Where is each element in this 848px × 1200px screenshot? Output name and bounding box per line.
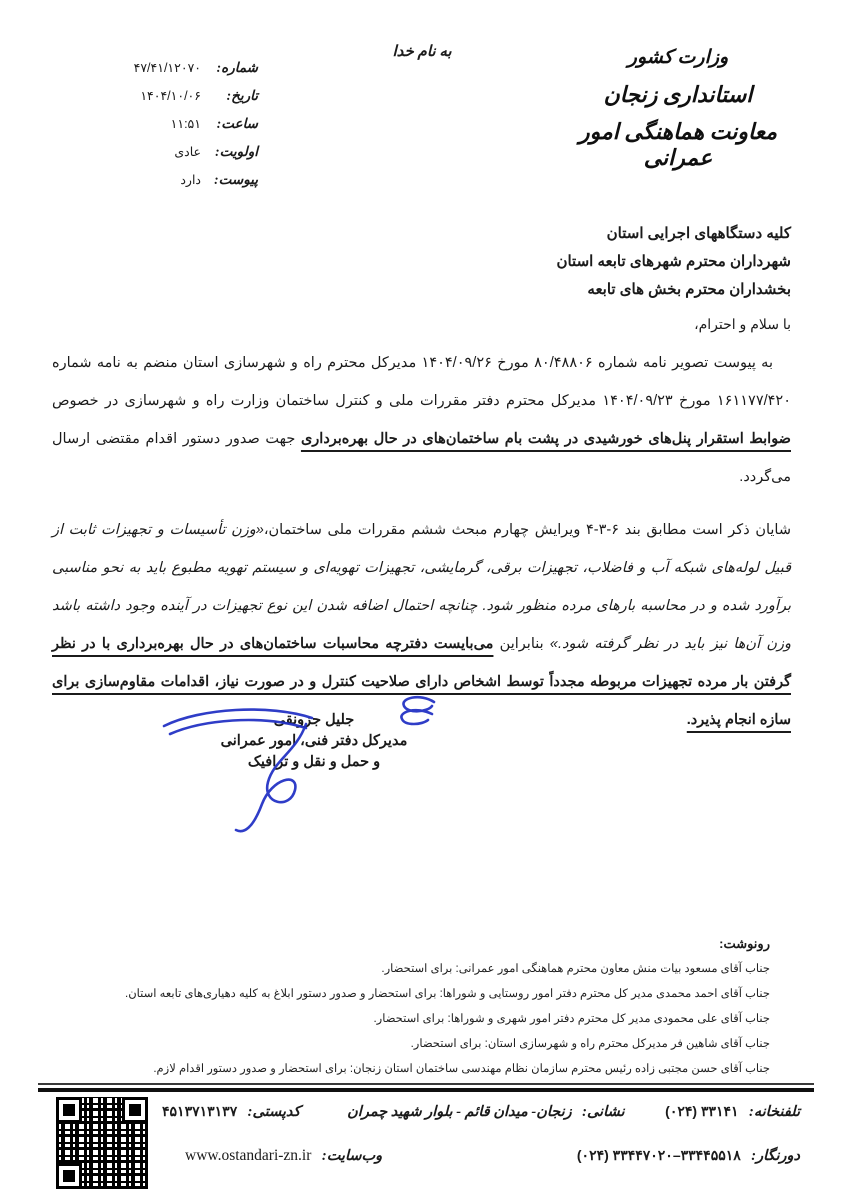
- meta-attachment-value: دارد: [180, 173, 201, 187]
- letter-metadata: [134, 60, 258, 200]
- letterhead-governorate: استانداری زنجان: [603, 82, 753, 107]
- cc-label: رونوشت:: [719, 936, 770, 951]
- footer-website: [185, 1147, 382, 1165]
- footer-divider: [38, 1083, 814, 1092]
- letterhead: [550, 46, 806, 171]
- cc-item: جناب آقای احمد محمدی مدیر کل محترم دفتر امور روستایی و شوراها: برای استحضار و صدور دستور ابلاغ به کلیه دهیاری‌های تابعه استان.: [125, 988, 770, 1000]
- signature-block: [168, 710, 460, 773]
- p1-text-start: به پیوست تصویر نامه شماره ۸۰/۴۸۸۰۶ مورخ ۱۴۰۴/۰۹/۲۶ مدیرکل محترم راه و شهرسازی استان منضم به نامه شماره ۱۶۱۱۷۷/۴۲۰ مورخ ۱۴۰۴/۰۹/۲۳ مدیرکل محترم دفتر مقررات ملی و کنترل ساختمان وزارت راه و شهرسازی در خصوص: [52, 355, 791, 409]
- cc-block: [125, 936, 770, 1082]
- phone-label: تلفنخانه:: [749, 1104, 800, 1120]
- qr-finder-mark: [56, 1163, 82, 1189]
- website-label: وب‌سایت:: [321, 1148, 383, 1164]
- p1-emphasis-underlined: ضوابط استقرار پنل‌های خورشیدی در پشت بام ساختمان‌های در حال بهره‌برداری: [300, 431, 791, 447]
- qr-finder-mark: [122, 1097, 148, 1123]
- salutation: با سلام و احترام،: [694, 316, 791, 332]
- recipient-line: کلیه دستگاههای اجرایی استان: [606, 225, 791, 242]
- qr-code-icon: [56, 1097, 148, 1189]
- qr-finder-mark: [56, 1097, 82, 1123]
- footer-divider-thin-line: [38, 1083, 814, 1085]
- p2-emphasis-underlined: می‌بایست دفترچه محاسبات ساختمان‌های در حال بهره‌برداری با در نظر گرفتن بار مرده تجهیزات مربوطه مجدداً توسط اشخاص دارای صلاحیت کنترل و در صورت نیاز، اقدامات مقاوم‌سازی برای سازه انجام پذیرد.: [52, 636, 791, 728]
- address-value: زنجان- میدان قائم - بلوار شهید چمران: [347, 1104, 572, 1120]
- p1-text-end: جهت صدور دستور اقدام مقتضی ارسال می‌گردد.: [52, 431, 791, 485]
- p2-text-mid: بنابراین: [493, 636, 550, 652]
- signer-name: جلیل جزونقی: [273, 712, 355, 728]
- meta-number-value: ۴۷/۴۱/۱۲۰۷۰: [133, 61, 201, 75]
- meta-number-label: شماره:: [216, 60, 258, 75]
- phone-value: ۳۳۱۴۱ (۰۲۴): [665, 1103, 739, 1119]
- meta-time-label: ساعت:: [216, 116, 258, 131]
- signer-title-line1: مدیرکل دفتر فنی، امور عمرانی: [220, 733, 408, 749]
- meta-attachment-label: پیوست:: [214, 172, 258, 187]
- footer-row-1: [162, 1103, 800, 1121]
- fax-value: ۳۳۴۴۵۵۱۸–۳۳۴۴۷۰۲۰ (۰۲۴): [576, 1147, 741, 1163]
- meta-priority-label: اولویت:: [215, 144, 258, 159]
- recipients-block: [556, 220, 791, 304]
- body-paragraph-1: [52, 344, 791, 496]
- footer-row-2: [185, 1147, 800, 1165]
- address-label: نشانی:: [582, 1104, 625, 1120]
- postal-code-label: کدپستی:: [247, 1104, 301, 1120]
- p2-regulation-quote: «وزن تأسیسات و تجهیزات ثابت از قبیل لوله‌های شبکه آب و فاضلاب، تجهیزات برقی، گرمایشی، تجهیزات تهویه‌ای و سیستم تهویه مطبوع باید به نحو مناسبی برآورد شده و در محاسبه بارهای مرده منظور شود. چنانچه احتمال اضافه شدن این نوع تجهیزات در آینده وجود داشته باشد وزن آن‌ها نیز باید در نظر گرفته شود.»: [52, 522, 792, 652]
- besmellah-text: به نام خدا: [392, 44, 452, 60]
- footer-divider-thick-line: [38, 1088, 814, 1092]
- meta-number: [134, 60, 258, 80]
- meta-priority-value: عادی: [174, 145, 201, 159]
- postal-code-value: ۴۵۱۳۷۱۳۱۳۷: [162, 1103, 238, 1119]
- footer-fax: [577, 1147, 800, 1165]
- letterhead-ministry: وزارت کشور: [627, 47, 729, 68]
- cc-item: جناب آقای حسن مجتبی زاده رئیس محترم سازمان نظام مهندسی ساختمان استان زنجان: برای استحضار و صدور دستور اقدام لازم.: [153, 1063, 770, 1075]
- p2-text-start: شایان ذکر است مطابق بند ۶-۳-۴ ویرایش چهارم مبحث ششم مقررات ملی ساختمان،: [263, 522, 791, 538]
- recipient-line: شهرداران محترم شهرهای تابعه استان: [556, 253, 791, 270]
- recipient-line: بخشداران محترم بخش های تابعه: [587, 281, 791, 298]
- meta-date: [134, 88, 258, 108]
- meta-date-label: تاریخ:: [226, 88, 258, 103]
- footer-address: [341, 1103, 624, 1121]
- signer-title-line2: و حمل و نقل و ترافیک: [247, 754, 381, 770]
- meta-priority: [134, 144, 258, 164]
- meta-attachment: [134, 172, 258, 192]
- cc-item: جناب آقای شاهین فر مدیرکل محترم راه و شهرسازی استان: برای استحضار.: [410, 1038, 770, 1050]
- letterhead-deputy: معاونت هماهنگی امور عمرانی: [578, 119, 778, 170]
- website-url[interactable]: www.ostandari-zn.ir: [185, 1147, 312, 1164]
- cc-item: جناب آقای علی محمودی مدیر کل محترم دفتر امور شهری و شوراها: برای استحضار.: [373, 1013, 770, 1025]
- cc-item: جناب آقای مسعود بیات منش معاون محترم هماهنگی امور عمرانی: برای استحضار.: [381, 963, 770, 975]
- letter-body: [52, 344, 791, 754]
- meta-date-value: ۱۴۰۴/۱۰/۰۶: [140, 89, 201, 103]
- footer-postal-code: [162, 1103, 300, 1121]
- body-paragraph-2: [52, 511, 791, 739]
- meta-time: [134, 116, 258, 136]
- meta-time-value: ۱۱:۵۱: [170, 117, 201, 131]
- fax-label: دورنگار:: [751, 1148, 800, 1164]
- footer-phone: [665, 1103, 800, 1121]
